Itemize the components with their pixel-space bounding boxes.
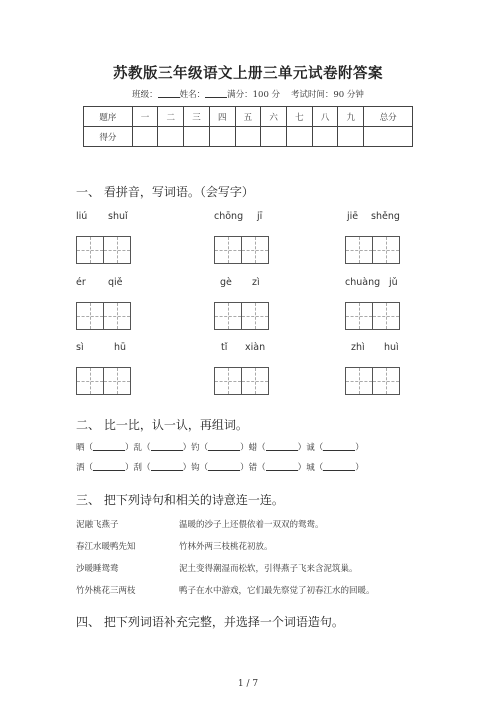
char: 蜡 — [248, 443, 258, 453]
section3-heading: 三、 把下列诗句和相关的诗意连一连。 — [76, 493, 284, 507]
score-cell[interactable] — [338, 127, 364, 147]
score-value-row — [84, 127, 413, 147]
compare-row-1: 晒（ ）乱（ ）钓（ ）蜡（ ）诚（ ） — [76, 443, 364, 453]
score-label: 得分 — [84, 127, 133, 147]
poem-meaning[interactable]: 温暖的沙子上还偎依着一双双的鸳鸯。 — [179, 520, 324, 530]
poem-line[interactable]: 竹外桃花三两枝 — [76, 586, 136, 596]
grid-cell[interactable] — [345, 236, 373, 264]
answer-blank[interactable] — [93, 462, 125, 471]
compare-row-2: 洒（ ）刮（ ）钩（ ）错（ ）城（ ） — [76, 463, 364, 473]
poem-line[interactable]: 春江水暖鸭先知 — [76, 542, 136, 552]
answer-blank[interactable] — [323, 442, 355, 451]
score-cell[interactable] — [261, 127, 287, 147]
grid-cell[interactable] — [103, 236, 131, 264]
class-blank — [158, 88, 180, 98]
writing-grid[interactable] — [214, 302, 268, 330]
grid-cell[interactable] — [76, 236, 104, 264]
grid-cell[interactable] — [214, 236, 242, 264]
writing-grid[interactable] — [345, 367, 399, 395]
char: 钩 — [191, 463, 200, 473]
writing-grid[interactable] — [214, 236, 268, 264]
grid-cell[interactable] — [241, 236, 269, 264]
header-cell: 二 — [158, 107, 184, 127]
pinyin: shuǐ — [108, 211, 128, 222]
answer-blank[interactable] — [208, 462, 240, 471]
score-header-row — [84, 107, 413, 127]
answer-blank[interactable] — [266, 442, 298, 451]
score-cell[interactable] — [235, 127, 261, 147]
header-cell: 七 — [287, 107, 313, 127]
pinyin: chuàng — [345, 277, 381, 288]
char: 钓 — [191, 443, 200, 453]
pinyin: qiě — [108, 277, 123, 288]
answer-blank[interactable] — [208, 442, 240, 451]
grid-cell[interactable] — [345, 367, 373, 395]
pinyin: sì — [76, 342, 84, 353]
section4-heading: 四、 把下列词语补充完整，并选择一个词语造句。 — [76, 615, 344, 629]
grid-cell[interactable] — [103, 367, 131, 395]
char: 晒 — [76, 443, 85, 453]
grid-cell[interactable] — [372, 367, 400, 395]
writing-grid[interactable] — [345, 302, 399, 330]
header-cell: 四 — [209, 107, 235, 127]
header-cell: 六 — [261, 107, 287, 127]
page-number: 1 / 7 — [237, 679, 259, 689]
pinyin: shěng — [371, 211, 400, 222]
score-table — [83, 106, 413, 147]
pinyin: jiē — [347, 211, 359, 222]
section2-heading: 二、 比一比，认一认，再组词。 — [76, 418, 248, 432]
header-cell: 八 — [312, 107, 338, 127]
char: 城 — [306, 463, 315, 473]
score-cell[interactable] — [132, 127, 158, 147]
answer-blank[interactable] — [323, 462, 355, 471]
document-title: 苏教版三年级语文上册三单元试卷附答案 — [113, 65, 383, 82]
grid-cell[interactable] — [241, 367, 269, 395]
pinyin: xiàn — [245, 342, 266, 353]
pinyin: chōng — [214, 211, 244, 222]
char: 乱 — [133, 443, 143, 453]
grid-cell[interactable] — [214, 302, 242, 330]
grid-cell[interactable] — [372, 236, 400, 264]
header-cell: 九 — [338, 107, 364, 127]
char: 刮 — [133, 463, 143, 473]
writing-grid[interactable] — [345, 236, 399, 264]
header-cell: 五 — [235, 107, 261, 127]
grid-cell[interactable] — [241, 302, 269, 330]
header-cell: 题序 — [84, 107, 133, 127]
score-cell[interactable] — [364, 127, 413, 147]
answer-blank[interactable] — [151, 462, 183, 471]
class-label: 班级： — [132, 90, 158, 100]
score-cell[interactable] — [209, 127, 235, 147]
header-cell: 总分 — [364, 107, 413, 127]
answer-blank[interactable] — [93, 442, 125, 451]
pinyin: zì — [252, 277, 260, 288]
name-blank — [205, 88, 227, 98]
score-cell[interactable] — [312, 127, 338, 147]
pinyin: zhì — [351, 342, 365, 353]
exam-time: 考试时间：90 分钟 — [290, 90, 364, 100]
pinyin: ér — [76, 277, 86, 288]
answer-blank[interactable] — [151, 442, 183, 451]
poem-meaning[interactable]: 竹林外两三枝桃花初放。 — [179, 542, 273, 552]
poem-line[interactable]: 沙暖睡鸳鸯 — [76, 564, 119, 574]
char: 诚 — [306, 443, 315, 453]
poem-meaning[interactable]: 鸭子在水中游戏，它们最先察觉了初春江水的回暖。 — [179, 586, 375, 596]
pinyin: jī — [257, 211, 263, 222]
full-score: 满分：100 分 — [227, 90, 281, 100]
grid-cell[interactable] — [76, 367, 104, 395]
char: 洒 — [76, 463, 85, 473]
poem-line[interactable]: 泥融飞燕子 — [76, 520, 119, 530]
writing-grid[interactable] — [214, 367, 268, 395]
score-cell[interactable] — [158, 127, 184, 147]
answer-blank[interactable] — [266, 462, 298, 471]
header-cell: 一 — [132, 107, 158, 127]
grid-cell[interactable] — [76, 302, 104, 330]
writing-grid[interactable] — [76, 302, 130, 330]
writing-grid[interactable] — [76, 236, 130, 264]
grid-cell[interactable] — [345, 302, 373, 330]
name-label: 姓名： — [179, 90, 206, 100]
writing-grid[interactable] — [76, 367, 130, 395]
pinyin: liú — [76, 211, 88, 222]
pinyin: jǔ — [389, 277, 398, 288]
section1-heading: 一、 看拼音，写词语。（会写字） — [76, 185, 254, 199]
score-cell[interactable] — [287, 127, 313, 147]
char: 错 — [248, 463, 258, 473]
exam-info-line — [0, 88, 496, 100]
pinyin: gè — [220, 277, 232, 288]
pinyin: hū — [114, 342, 127, 353]
score-cell[interactable] — [184, 127, 210, 147]
header-cell: 三 — [184, 107, 210, 127]
grid-cell[interactable] — [214, 367, 242, 395]
pinyin: huì — [384, 342, 399, 353]
pinyin: tǐ — [221, 342, 228, 353]
grid-cell[interactable] — [103, 302, 131, 330]
poem-meaning[interactable]: 泥土变得潮湿而松软，引得燕子飞来含泥筑巢。 — [179, 564, 358, 574]
grid-cell[interactable] — [372, 302, 400, 330]
